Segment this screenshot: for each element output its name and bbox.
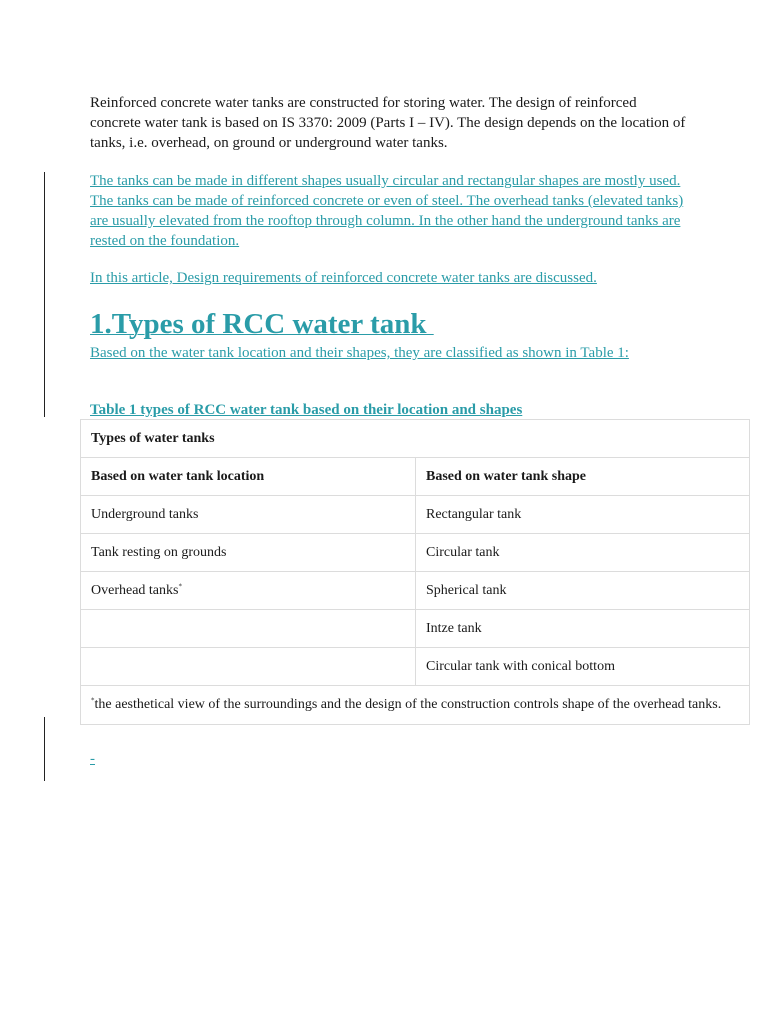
table-title-row	[81, 420, 750, 458]
cell-shape: Circular tank	[416, 534, 750, 572]
table-row	[81, 610, 750, 648]
table-title: Types of water tanks	[81, 420, 750, 458]
cell-shape: Circular tank with conical bottom	[416, 648, 750, 686]
footnote-text: the aesthetical view of the surroundings and the design of the construction controls shape of the overhead tanks.	[94, 697, 722, 712]
footnote-marker: *	[91, 696, 95, 705]
table-caption[interactable]: Table 1 types of RCC water tank based on their location and shapes	[90, 402, 523, 418]
table-row	[81, 648, 750, 686]
intro-paragraph: Reinforced concrete water tanks are constructed for storing water. The design of reinforced concrete water tank is based on IS 3370: 2009 (Parts I – IV). The design depends on the location of tanks, i.e. overhead, on ground or underground water tanks.	[90, 95, 686, 151]
column-header-location: Based on water tank location	[81, 458, 416, 496]
section-lead-link[interactable]: Based on the water tank location and their shapes, they are classified as shown in Table 1:	[90, 345, 629, 361]
revision-change-bar	[44, 172, 45, 417]
section-heading[interactable]: 1.Types of RCC water tank	[90, 308, 434, 340]
water-tank-types-table	[80, 419, 750, 725]
cell-location-text: Overhead tanks	[91, 582, 179, 598]
shapes-paragraph-link[interactable]: The tanks can be made in different shapes usually circular and rectangular shapes are mostly used. The tanks can be made of reinforced concrete or even of steel. The overhead tanks (elevated tanks) are usually elevated from the rooftop through column. In the other hand the underground tanks are rested on the foundation.	[90, 173, 684, 249]
revision-change-bar	[44, 717, 45, 781]
table-row	[81, 534, 750, 572]
article-summary-link[interactable]: In this article, Design requirements of reinforced concrete water tanks are discussed.	[90, 270, 597, 286]
table-header-row	[81, 458, 750, 496]
column-header-shape: Based on water tank shape	[416, 458, 750, 496]
table-footnote-row	[81, 686, 750, 725]
footnote-marker: *	[178, 581, 182, 590]
cell-shape: Intze tank	[416, 610, 750, 648]
cell-shape: Rectangular tank	[416, 496, 750, 534]
cell-location: Underground tanks	[81, 496, 416, 534]
trailing-link[interactable]: -	[90, 751, 95, 767]
cell-location	[81, 648, 416, 686]
cell-location: Tank resting on grounds	[81, 534, 416, 572]
table-footnote	[81, 686, 750, 725]
table-row	[81, 572, 750, 610]
cell-shape: Spherical tank	[416, 572, 750, 610]
table-row	[81, 496, 750, 534]
cell-location	[81, 572, 416, 610]
cell-location	[81, 610, 416, 648]
